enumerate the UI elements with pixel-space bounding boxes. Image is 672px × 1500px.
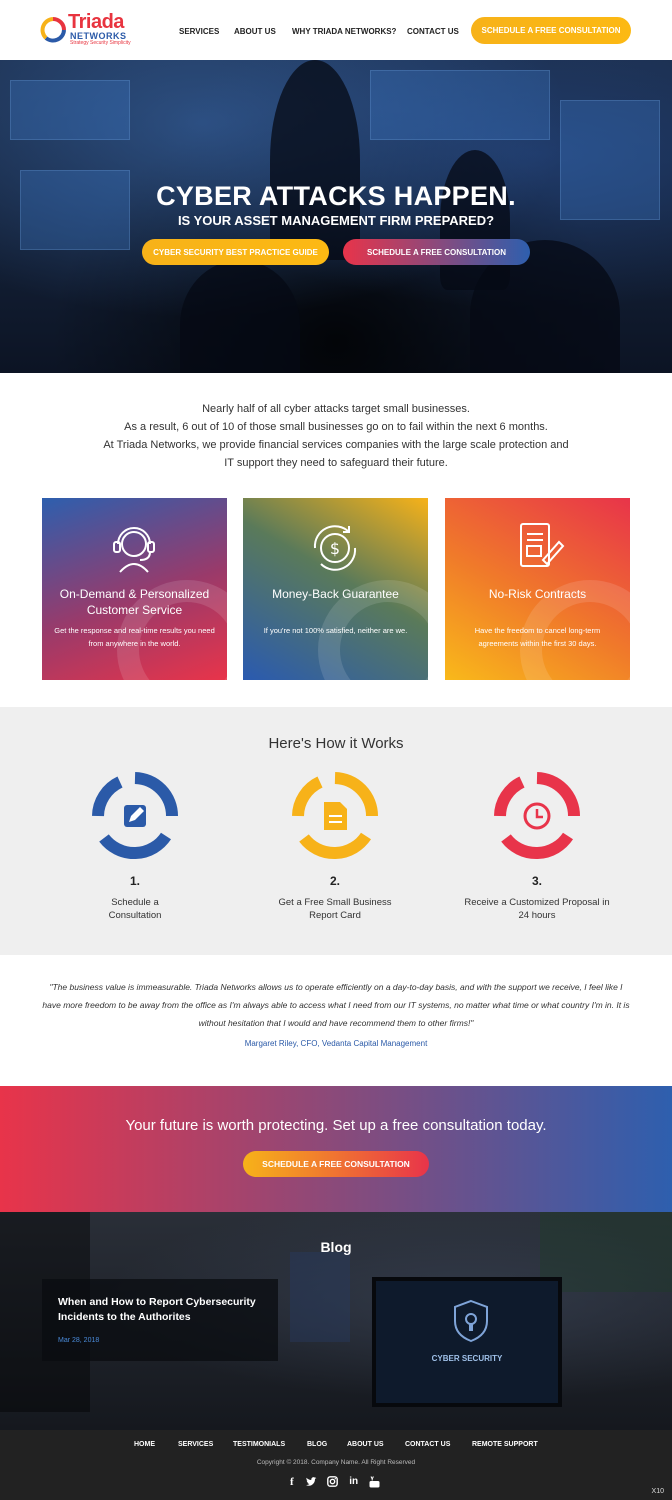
footer-links	[0, 1441, 672, 1453]
nav-about-us[interactable]: ABOUT US	[234, 27, 276, 36]
how-it-works-section	[0, 707, 672, 955]
footer-link-blog[interactable]: BLOG	[307, 1441, 328, 1448]
youtube-icon[interactable]	[369, 1476, 380, 1488]
corner-label: X10	[651, 1488, 664, 1495]
step-number: 3.	[531, 874, 542, 888]
step-number: 2.	[329, 874, 340, 888]
edit-icon	[92, 772, 178, 860]
site-header	[0, 0, 672, 60]
card-title: Money-Back Guarantee	[272, 587, 399, 601]
footer-link-about-us[interactable]: ABOUT US	[347, 1441, 384, 1448]
linkedin-icon[interactable]: in	[349, 1476, 359, 1487]
instagram-icon[interactable]	[327, 1476, 338, 1487]
blog-title: Blog	[320, 1239, 352, 1255]
hero-bg-screen	[10, 80, 130, 140]
cta-band	[0, 1086, 672, 1212]
social-links	[290, 1476, 380, 1490]
contract-icon	[507, 520, 567, 576]
card-description: Get the response and real-time results you need from anywhere in the world.	[54, 626, 215, 648]
blog-post-title[interactable]: When and How to Report Cybersecurity Incidents to the Authorites	[58, 1296, 256, 1323]
hero-bg-screen	[370, 70, 550, 140]
step-label: Receive a Customized Proposal in 24 hours	[464, 897, 610, 921]
twitter-icon[interactable]	[305, 1476, 317, 1488]
blog-bg-monitor	[372, 1277, 562, 1407]
cta-text: Your future is worth protecting. Set up a free consultation today.	[125, 1117, 547, 1134]
logo-main-text: Triada	[68, 11, 124, 33]
how-title: Here's How it Works	[268, 735, 404, 752]
footer-link-contact-us[interactable]: CONTACT US	[405, 1441, 451, 1448]
feature-card-customer-service	[42, 498, 227, 680]
step-1	[45, 772, 225, 922]
blog-post-card[interactable]	[42, 1279, 278, 1361]
card-title: On-Demand & Personalized Customer Service	[59, 587, 210, 617]
header-consultation-button[interactable]: SCHEDULE A FREE CONSULTATION	[471, 17, 631, 44]
step-label: Get a Free Small Business Report Card	[278, 897, 392, 921]
footer-link-services[interactable]: SERVICES	[178, 1441, 214, 1448]
guide-button[interactable]: CYBER SECURITY BEST PRACTICE GUIDE	[142, 239, 329, 265]
hero-consultation-button[interactable]: SCHEDULE A FREE CONSULTATION	[343, 239, 530, 265]
clock-icon	[494, 772, 580, 860]
intro-line: At Triada Networks, we provide financial services companies with the large scale protection and	[103, 439, 569, 451]
hero-bg-person	[270, 60, 360, 260]
shield-lock-icon	[451, 1299, 491, 1343]
step-2	[245, 772, 425, 922]
hero-bg-person	[180, 260, 300, 373]
nav-services[interactable]: SERVICES	[179, 27, 220, 36]
document-icon	[292, 772, 378, 860]
cta-consultation-button[interactable]: SCHEDULE A FREE CONSULTATION	[243, 1151, 429, 1177]
feature-card-no-risk	[445, 498, 630, 680]
blog-post-date: Mar 28, 2018	[58, 1337, 100, 1344]
logo[interactable]	[40, 13, 150, 47]
step-label: Schedule a Consultation	[108, 897, 162, 921]
intro-line: IT support they need to safeguard their future.	[224, 457, 448, 469]
svg-text:$: $	[329, 539, 341, 558]
logo-sub-text: NETWORKS	[70, 31, 127, 41]
logo-tagline: Strategy Security Simplicity	[70, 40, 131, 46]
footer-link-testimonials[interactable]: TESTIMONIALS	[233, 1441, 286, 1448]
footer-link-home[interactable]: HOME	[134, 1441, 155, 1448]
nav-why-triada[interactable]: WHY TRIADA NETWORKS?	[292, 27, 397, 36]
monitor-text: CYBER SECURITY	[431, 1354, 503, 1363]
hero-title: CYBER ATTACKS HAPPEN.	[156, 181, 516, 211]
intro-text	[0, 400, 672, 472]
hero-banner	[0, 60, 672, 373]
step-3	[447, 772, 627, 922]
site-footer	[0, 1430, 672, 1500]
headset-agent-icon	[104, 520, 164, 576]
testimonial-quote: "The business value is immeasurable. Triada Networks allows us to operate efficiently on a day-to-day basis, and with the support we receive, I feel like I have more freedom to be away from the office as I'm always able to access what I need from our IT systems, no matter what time or what country I'm in. It is without hesitation that I would and have recommend them to other firms!"	[42, 982, 630, 1028]
blog-bg-screen	[290, 1252, 350, 1342]
testimonial-author: Margaret Riley, CFO, Vedanta Capital Management	[244, 1039, 428, 1048]
blog-section	[0, 1212, 672, 1430]
copyright: Copyright © 2018. Company Name. All Right Reserved	[256, 1459, 416, 1466]
card-title: No-Risk Contracts	[488, 587, 587, 601]
intro-line: As a result, 6 out of 10 of those small businesses go on to fail within the next 6 months.	[124, 421, 548, 433]
step-number: 1.	[129, 874, 140, 888]
footer-link-remote-support[interactable]: REMOTE SUPPORT	[472, 1441, 538, 1448]
card-description: Have the freedom to cancel long-term agreements within the first 30 days.	[474, 626, 601, 648]
money-back-icon	[305, 520, 365, 576]
triada-logo-icon	[40, 17, 66, 43]
facebook-icon[interactable]: f	[290, 1476, 294, 1488]
feature-card-money-back	[243, 498, 428, 680]
nav-contact-us[interactable]: CONTACT US	[407, 27, 459, 36]
card-description: If you're not 100% satisfied, neither are we.	[263, 626, 408, 635]
hero-subtitle: IS YOUR ASSET MANAGEMENT FIRM PREPARED?	[177, 213, 495, 228]
intro-line: Nearly half of all cyber attacks target small businesses.	[202, 403, 470, 415]
